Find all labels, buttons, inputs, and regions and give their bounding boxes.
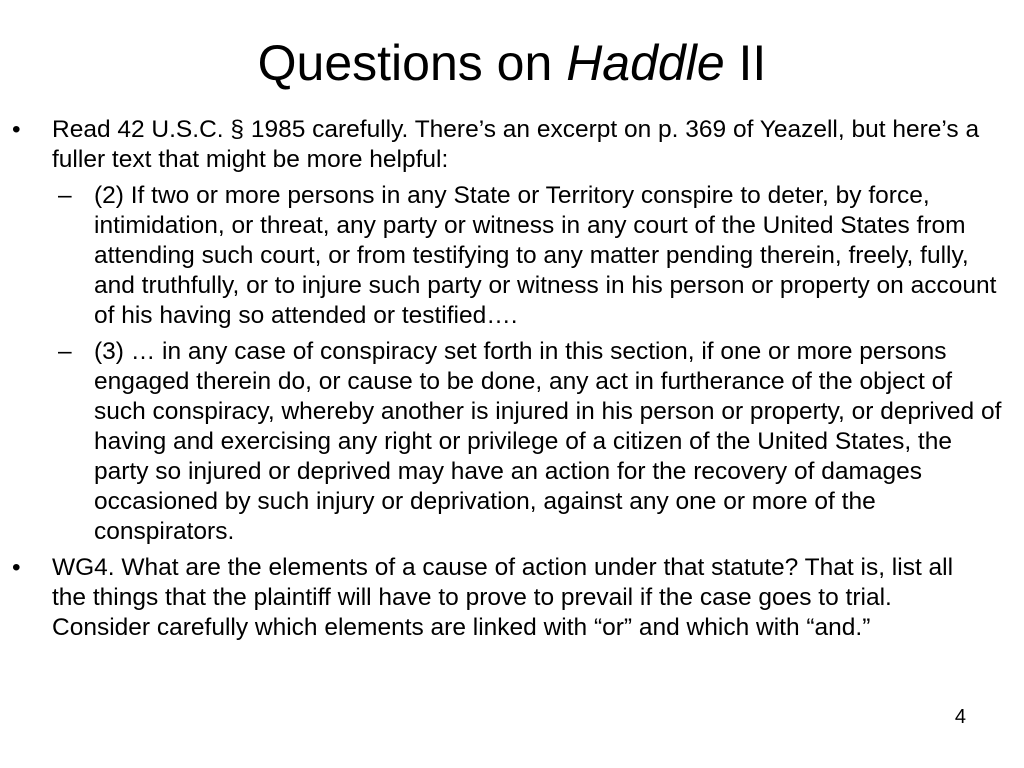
bullet-text: Read 42 U.S.C. § 1985 carefully. There’s an excerpt on p. 369 of Yeazell, but here’s a fuller text that might be more helpful:: [52, 116, 980, 173]
bullet-dot-icon: •: [12, 554, 21, 581]
bullet-text: WG4. What are the elements of a cause of action under that statute? That is, list all the things that the plaintiff will have to prove to prevail if the case goes to trial. Consider carefully which elements are linked with “or” and which with “and.”: [52, 554, 954, 641]
slide-title: [0, 36, 1024, 91]
bullet-dot-icon: •: [12, 116, 21, 143]
sub-bullet-text: (2) If two or more persons in any State or Territory conspire to deter, by force, intimidation, or threat, any party or witness in any court of the United States from attending such court, or from testifying to any matter pending therein, freely, fully, and truthfully, or to injure such party or witness in his person or property on account of his having so attended or testified….: [94, 182, 997, 329]
bullet-item: [0, 115, 1024, 175]
slide-body: [0, 115, 1024, 643]
title-case-name: Haddle: [566, 35, 725, 91]
title-suffix: II: [724, 35, 767, 91]
bullet-item: [0, 553, 1024, 643]
dash-icon: –: [58, 338, 72, 365]
sub-bullet-item: [0, 337, 1024, 547]
title-prefix: Questions on: [257, 35, 567, 91]
dash-icon: –: [58, 182, 72, 209]
sub-bullet-item: [0, 181, 1024, 331]
page-number: 4: [954, 706, 966, 728]
sub-bullet-text: (3) … in any case of conspiracy set forth in this section, if one or more persons engaged therein do, or cause to be done, any act in furtherance of the object of such conspiracy, whereby another is injured in his person or property, or deprived of having and exercising any right or privilege of a citizen of the United States, the party so injured or deprived may have an action for the recovery of damages occasioned by such injury or deprivation, against any one or more of the conspirators.: [94, 338, 1002, 545]
